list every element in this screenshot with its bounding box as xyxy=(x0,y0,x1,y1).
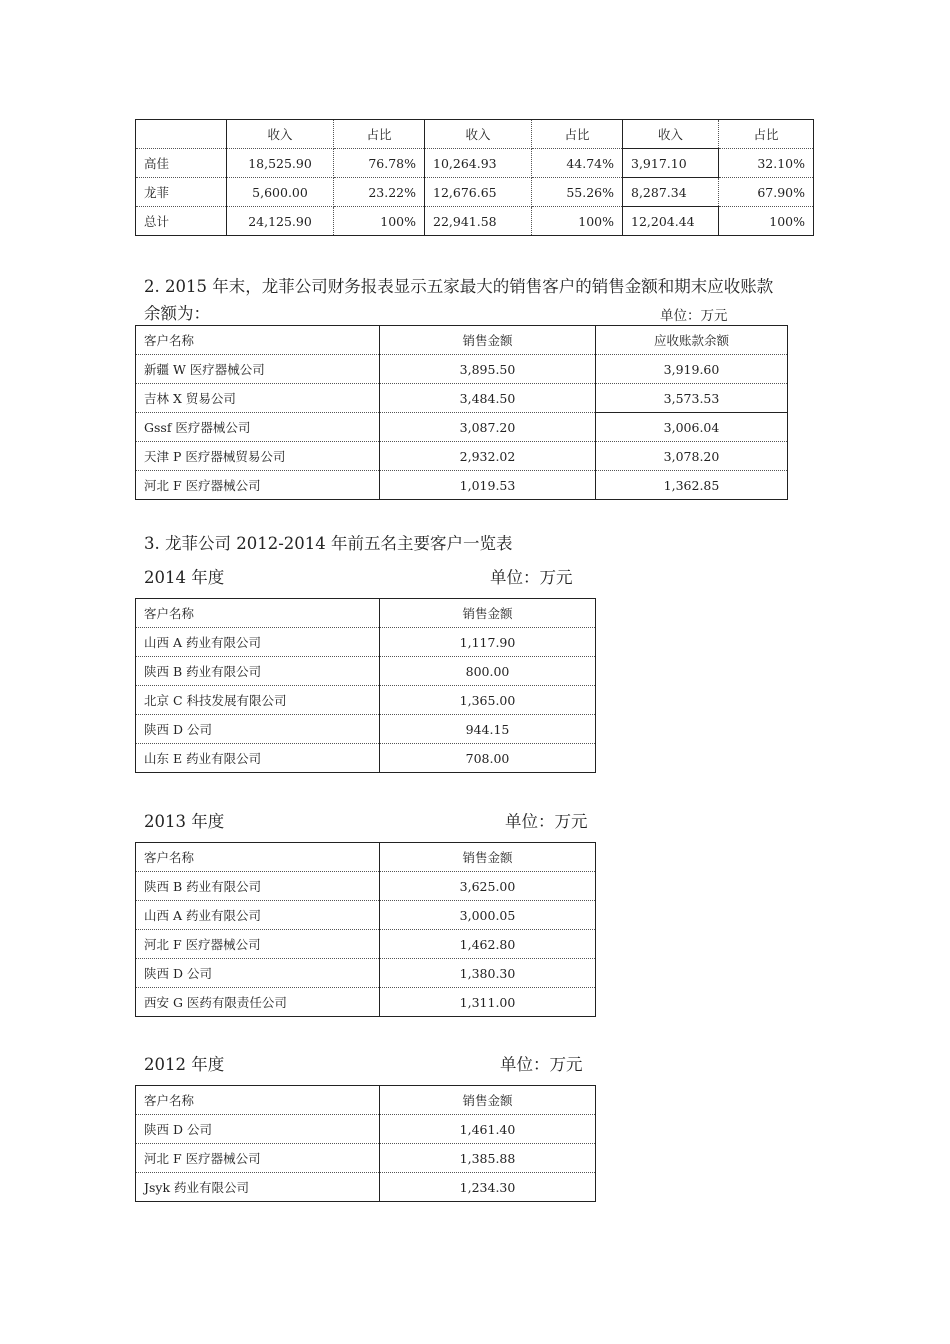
value-cell: 18,525.90 xyxy=(227,149,334,178)
table-row xyxy=(136,686,596,715)
customer-name: 北京 C 科技发展有限公司 xyxy=(136,686,380,715)
value-cell: 55.26% xyxy=(532,178,623,207)
sales-amount: 1,385.88 xyxy=(380,1144,596,1173)
top5-customers-2013-table xyxy=(135,842,596,1017)
revenue-share-table xyxy=(135,119,814,236)
section2-unit: 单位：万元 xyxy=(660,308,728,324)
receivable-balance: 3,573.53 xyxy=(596,384,788,413)
table-header-row xyxy=(136,326,788,355)
sales-amount: 1,462.80 xyxy=(380,930,596,959)
sales-amount: 1,461.40 xyxy=(380,1115,596,1144)
value-cell: 3,917.10 xyxy=(623,149,719,178)
table-row xyxy=(136,930,596,959)
table-row xyxy=(136,872,596,901)
customer-name: 西安 G 医药有限责任公司 xyxy=(136,988,380,1017)
sales-amount: 3,484.50 xyxy=(380,384,596,413)
customer-name: 河北 F 医疗器械公司 xyxy=(136,930,380,959)
value-cell: 100% xyxy=(532,207,623,236)
customer-name: 吉林 X 贸易公司 xyxy=(136,384,380,413)
table-row xyxy=(136,901,596,930)
customer-name: 陕西 D 公司 xyxy=(136,959,380,988)
unit-label-2013: 单位：万元 xyxy=(505,812,588,831)
section2-heading-line2: 余额为： xyxy=(144,304,210,323)
customer-name: Gssf 医疗器械公司 xyxy=(136,413,380,442)
customer-name: 山西 A 药业有限公司 xyxy=(136,628,380,657)
sales-amount: 944.15 xyxy=(380,715,596,744)
sales-amount: 708.00 xyxy=(380,744,596,773)
table-row xyxy=(136,715,596,744)
table-row xyxy=(136,442,788,471)
table-row xyxy=(136,384,788,413)
table-row xyxy=(136,149,814,178)
header-cell: 销售金额 xyxy=(380,326,596,355)
sales-amount: 3,000.05 xyxy=(380,901,596,930)
row-label: 总计 xyxy=(136,207,227,236)
value-cell: 8,287.34 xyxy=(623,178,719,207)
section2-heading-line1: 2. 2015 年末，龙菲公司财务报表显示五家最大的销售客户的销售金额和期末应收账款 xyxy=(144,277,774,296)
value-cell: 76.78% xyxy=(334,149,425,178)
row-label: 高佳 xyxy=(136,149,227,178)
header-cell: 销售金额 xyxy=(380,843,596,872)
header-cell: 占比 xyxy=(334,120,425,149)
table-header-row xyxy=(136,843,596,872)
value-cell: 12,204.44 xyxy=(623,207,719,236)
customer-name: 新疆 W 医疗器械公司 xyxy=(136,355,380,384)
customer-name: 陕西 B 药业有限公司 xyxy=(136,872,380,901)
section3-heading: 3. 龙菲公司 2012-2014 年前五名主要客户一览表 xyxy=(144,534,513,553)
sales-amount: 800.00 xyxy=(380,657,596,686)
sales-amount: 1,380.30 xyxy=(380,959,596,988)
customer-name: 陕西 B 药业有限公司 xyxy=(136,657,380,686)
value-cell: 5,600.00 xyxy=(227,178,334,207)
header-cell: 占比 xyxy=(532,120,623,149)
value-cell: 10,264.93 xyxy=(425,149,532,178)
customer-name: 山东 E 药业有限公司 xyxy=(136,744,380,773)
sales-amount: 3,895.50 xyxy=(380,355,596,384)
sales-amount: 1,311.00 xyxy=(380,988,596,1017)
sales-amount: 2,932.02 xyxy=(380,442,596,471)
header-cell: 销售金额 xyxy=(380,599,596,628)
table-row xyxy=(136,1115,596,1144)
sales-amount: 3,625.00 xyxy=(380,872,596,901)
year-label-2012: 2012 年度 xyxy=(144,1055,225,1074)
table-row xyxy=(136,959,596,988)
sales-amount: 1,234.30 xyxy=(380,1173,596,1202)
year-label-2013: 2013 年度 xyxy=(144,812,225,831)
table-row xyxy=(136,471,788,500)
table-row xyxy=(136,1144,596,1173)
row-label: 龙菲 xyxy=(136,178,227,207)
header-cell: 收入 xyxy=(425,120,532,149)
header-cell: 客户名称 xyxy=(136,599,380,628)
value-cell: 23.22% xyxy=(334,178,425,207)
table-header-row xyxy=(136,1086,596,1115)
sales-amount: 1,365.00 xyxy=(380,686,596,715)
table-total-row xyxy=(136,207,814,236)
customer-name: 河北 F 医疗器械公司 xyxy=(136,471,380,500)
customer-name: 陕西 D 公司 xyxy=(136,715,380,744)
table-row xyxy=(136,657,596,686)
receivable-balance: 3,006.04 xyxy=(596,413,788,442)
table-header-row xyxy=(136,120,814,149)
header-cell: 客户名称 xyxy=(136,843,380,872)
customer-name: 陕西 D 公司 xyxy=(136,1115,380,1144)
table-row xyxy=(136,744,596,773)
table-row xyxy=(136,1173,596,1202)
header-cell: 收入 xyxy=(623,120,719,149)
unit-label-2012: 单位：万元 xyxy=(500,1055,583,1074)
top5-customers-2015-table xyxy=(135,325,788,500)
sales-amount: 1,117.90 xyxy=(380,628,596,657)
receivable-balance: 3,919.60 xyxy=(596,355,788,384)
table-row xyxy=(136,988,596,1017)
value-cell: 24,125.90 xyxy=(227,207,334,236)
receivable-balance: 1,362.85 xyxy=(596,471,788,500)
table-row xyxy=(136,355,788,384)
customer-name: 天津 P 医疗器械贸易公司 xyxy=(136,442,380,471)
header-cell: 客户名称 xyxy=(136,326,380,355)
sales-amount: 3,087.20 xyxy=(380,413,596,442)
header-cell: 销售金额 xyxy=(380,1086,596,1115)
table-row xyxy=(136,178,814,207)
header-cell: 应收账款余额 xyxy=(596,326,788,355)
value-cell: 100% xyxy=(719,207,814,236)
receivable-balance: 3,078.20 xyxy=(596,442,788,471)
sales-amount: 1,019.53 xyxy=(380,471,596,500)
value-cell: 44.74% xyxy=(532,149,623,178)
value-cell: 22,941.58 xyxy=(425,207,532,236)
table-row xyxy=(136,413,788,442)
year-label-2014: 2014 年度 xyxy=(144,568,225,587)
value-cell: 32.10% xyxy=(719,149,814,178)
top5-customers-2012-table xyxy=(135,1085,596,1202)
customer-name: Jsyk 药业有限公司 xyxy=(136,1173,380,1202)
customer-name: 山西 A 药业有限公司 xyxy=(136,901,380,930)
value-cell: 67.90% xyxy=(719,178,814,207)
value-cell: 12,676.65 xyxy=(425,178,532,207)
table-row xyxy=(136,628,596,657)
unit-label-2014: 单位：万元 xyxy=(490,568,573,587)
header-cell: 收入 xyxy=(227,120,334,149)
table-header-row xyxy=(136,599,596,628)
header-cell: 占比 xyxy=(719,120,814,149)
top5-customers-2014-table xyxy=(135,598,596,773)
customer-name: 河北 F 医疗器械公司 xyxy=(136,1144,380,1173)
header-cell xyxy=(136,120,227,149)
value-cell: 100% xyxy=(334,207,425,236)
header-cell: 客户名称 xyxy=(136,1086,380,1115)
